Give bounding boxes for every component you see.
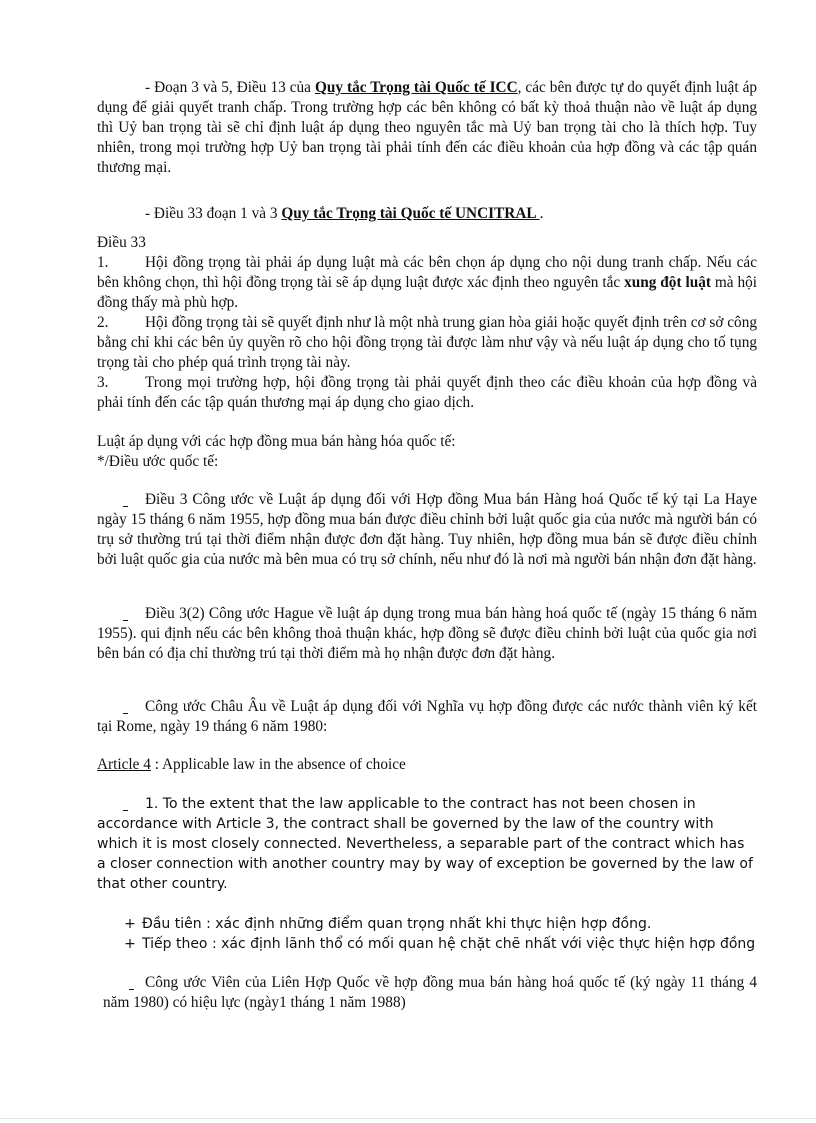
article-33-heading: Điều 33 <box>97 234 146 251</box>
uncitral-tail: . <box>539 205 544 222</box>
article-4-title: Article 4 <box>97 756 151 773</box>
plus-item: + Đầu tiên : xác định những điểm quan trọng nhất khi thực hiện hợp đồng. <box>124 916 652 932</box>
icc-rules-link[interactable]: Quy tắc Trọng tài Quốc tế ICC <box>314 79 518 96</box>
item-number: 1. <box>97 254 109 271</box>
bullet-marker <box>97 697 145 717</box>
plus-list <box>118 914 758 954</box>
bullet-text: Điều 3(2) Công ước Hague về luật áp dụng trong mua bán hàng hoá quốc tế (ngày 15 tháng 6 năm 1955). qui định nếu các bên không thoả thuận khác, hợp đồng sẽ được điều chỉnh bởi luật của quốc gia nơi bên bán có địa chỉ thường trú tại thời điểm mà họ nhận được đơn đặt hàng. <box>97 605 757 662</box>
item-text: Hội đồng trọng tài sẽ quyết định như là một nhà trung gian hòa giải hoặc quyết định trên cơ sở công bằng chỉ khi các bên ủy quyền rõ cho hội đồng trọng tài được làm như vậy và nếu luật áp dụng cho tố tụng trọng tài cho phép quá trình trọng tài này. <box>97 314 758 371</box>
article-4-text: 1. To the extent that the law applicable to the contract has not been chosen in accordance with Article 3, the contract shall be governed by the law of the country with which it is most closely connected. Nevertheless, a separable part of the contract which has a closer connection with another country may by way of exception be governed by the law of that other country. <box>97 796 753 892</box>
article-33-item <box>97 253 757 313</box>
uncitral-heading <box>97 204 757 224</box>
plus-item-text: Tiếp theo : xác định lãnh thổ có mối quan hệ chặt chẽ nhất với việc thực hiện hợp đồng <box>142 936 756 952</box>
article-4-subtitle: : Applicable law in the absence of choice <box>150 756 406 773</box>
item-number: 3. <box>97 374 109 391</box>
bullet-item <box>97 490 757 570</box>
article-33-item <box>97 313 757 373</box>
plus-item-text: Đầu tiên : xác định những điểm quan trọng nhất khi thực hiện hợp đồng. <box>142 916 652 932</box>
item-text: Hội đồng trọng tài phải áp dụng luật mà các bên chọn áp dụng cho nội dung tranh chấp. Nếu các bên không chọn, thì hội đồng trọng tài sẽ áp dụng luật được xác định theo nguyên tắc <box>97 254 757 291</box>
intl-sales-heading <box>97 432 757 472</box>
item-bold-term: xung đột luật <box>624 274 711 291</box>
bullet-marker <box>97 794 145 814</box>
plus-item: + Tiếp theo : xác định lãnh thổ có mối quan hệ chặt chẽ nhất với việc thực hiện hợp đồng <box>124 936 756 952</box>
bullet-marker <box>97 604 145 624</box>
page-bottom-edge <box>0 1118 816 1119</box>
item-text-end: mà hội đồng thấy mà phù hợp. <box>97 274 757 311</box>
treaty-label: */Điều ước quốc tế: <box>97 453 219 470</box>
bullet-item <box>97 604 757 664</box>
bullet-marker <box>103 973 145 993</box>
item-number: 2. <box>97 314 109 331</box>
intl-sales-line: Luật áp dụng với các hợp đồng mua bán hàng hóa quốc tế: <box>97 433 456 450</box>
article-33-item <box>97 373 757 413</box>
bullet-text: Công ước Châu Âu về Luật áp dụng đối với Nghĩa vụ hợp đồng được các nước thành viên ký kết tại Rome, ngày 19 tháng 6 năm 1980: <box>97 698 757 735</box>
uncitral-lead: - Điều 33 đoạn 1 và 3 <box>145 205 282 222</box>
bullet-text: Điều 3 Công ước về Luật áp dụng đối với Hợp đồng Mua bán Hàng hoá Quốc tế ký tại La Haye ngày 15 tháng 6 năm 1955, hợp đồng mua bán được điều chỉnh bởi luật quốc gia của nước mà người bán có trụ sở thường trú tại thời điểm nhận được đơn đặt hàng. Tuy nhiên, hợp đồng mua bán sẽ được điều chỉnh bởi luật quốc gia của nước mà bên mua có trụ sở chính, nếu như đó là nơi mà người bán nhận đơn đặt hàng. <box>97 491 757 568</box>
icc-paragraph <box>97 78 757 178</box>
icc-lead: - Đoạn 3 và 5, Điều 13 của <box>145 79 315 96</box>
icc-body: , các bên được tự do quyết định luật áp dụng để giải quyết tranh chấp. Trong trường hợp các bên không có bất kỳ thoả thuận nào về luật áp dụng thì Uỷ ban trọng tài sẽ chỉ định luật áp dụng theo nguyên tắc mà Uỷ ban trọng tài cho là thích hợp. Tuy nhiên, trong mọi trường hợp Uỷ ban trọng tài phải tính đến các điều khoản của hợp đồng và các tập quán thương mại. <box>97 79 758 176</box>
article-4-body <box>97 794 757 894</box>
vienna-convention <box>103 973 757 1013</box>
bullet-item <box>97 697 757 737</box>
article-4-heading <box>97 755 757 775</box>
vienna-text: Công ước Viên của Liên Hợp Quốc về hợp đồng mua bán hàng hoá quốc tế (ký ngày 11 tháng 4 năm 1980) có hiệu lực (ngày1 tháng 1 năm 1988) <box>103 974 757 1011</box>
item-text: Trong mọi trường hợp, hội đồng trọng tài phải quyết định theo các điều khoản của hợp đồng và phải tính đến các tập quán thương mại áp dụng cho giao dịch. <box>97 374 757 411</box>
bullet-marker <box>97 490 145 510</box>
uncitral-rules-link[interactable]: Quy tắc Trọng tài Quốc tế UNCITRAL <box>281 205 540 222</box>
article-33-block <box>97 233 757 413</box>
